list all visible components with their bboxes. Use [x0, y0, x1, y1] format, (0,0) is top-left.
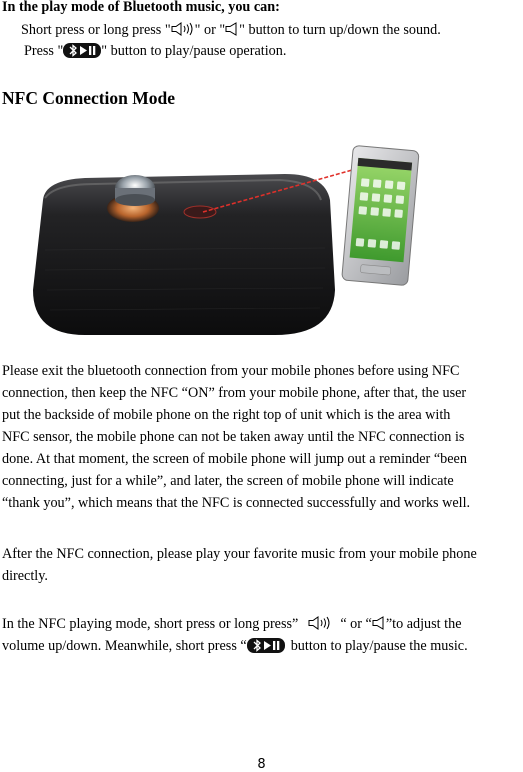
paragraph1-line-2: connection, then keep the NFC “ON” from your mobile phone, after that, the user	[2, 385, 467, 401]
page-number: 8	[257, 757, 266, 772]
paragraph3-line-2-post: button to play/pause the music.	[290, 638, 468, 654]
speaker-body	[33, 174, 335, 335]
intro-line-play	[24, 42, 286, 60]
volume-down-icon	[225, 22, 239, 41]
paragraph1-line-6: connecting, just for a while”, and later, the screen of mobile phone will indicate	[2, 473, 454, 489]
paragraph2-line-2: directly.	[2, 568, 48, 584]
bt-play-pause-icon	[247, 638, 285, 653]
volume-up-icon	[308, 616, 332, 635]
paragraph3-line-1	[2, 615, 462, 635]
nfc-illustration	[25, 140, 515, 345]
paragraph1-line-3: put the backside of mobile phone on the right top of unit which is the area with	[2, 407, 451, 423]
intro-line-play-pre: Press "	[24, 43, 64, 59]
paragraph2-line-1: After the NFC connection, please play your favorite music from your mobile phone	[2, 546, 477, 562]
paragraph1-line-4: NFC sensor, the mobile phone can not be taken away until the NFC connection is	[2, 429, 465, 445]
intro-title: In the play mode of Bluetooth music, you can:	[2, 0, 280, 15]
paragraph1-line-1: Please exit the bluetooth connection from your mobile phones before using NFC	[2, 363, 460, 379]
intro-line-volume	[21, 21, 441, 41]
intro-line-volume-post: " button to turn up/down the sound.	[239, 22, 441, 38]
section-heading: NFC Connection Mode	[2, 88, 176, 108]
paragraph1-line-7: “thank you”, which means that the NFC is connected successfully and works well.	[2, 495, 471, 511]
volume-down-icon	[372, 616, 386, 635]
volume-up-icon	[171, 22, 195, 41]
intro-line-volume-pre: Short press or long press "	[21, 22, 171, 38]
paragraph3-line-1-post: ”to adjust the	[385, 616, 462, 632]
paragraph3-line-2	[2, 637, 468, 655]
bt-play-pause-icon	[63, 43, 101, 58]
paragraph3-line-1-mid: “ or “	[340, 616, 372, 632]
paragraph1-line-5: done. At that moment, the screen of mobile phone will jump out a reminder “been	[2, 451, 467, 467]
paragraph3-line-1-pre: In the NFC playing mode, short press or long press”	[2, 616, 299, 632]
intro-line-volume-mid: " or "	[194, 22, 226, 38]
intro-line-play-post: " button to play/pause operation.	[101, 43, 287, 59]
mobile-phone	[342, 145, 420, 285]
paragraph3-line-2-pre: volume up/down. Meanwhile, short press “	[2, 638, 247, 654]
